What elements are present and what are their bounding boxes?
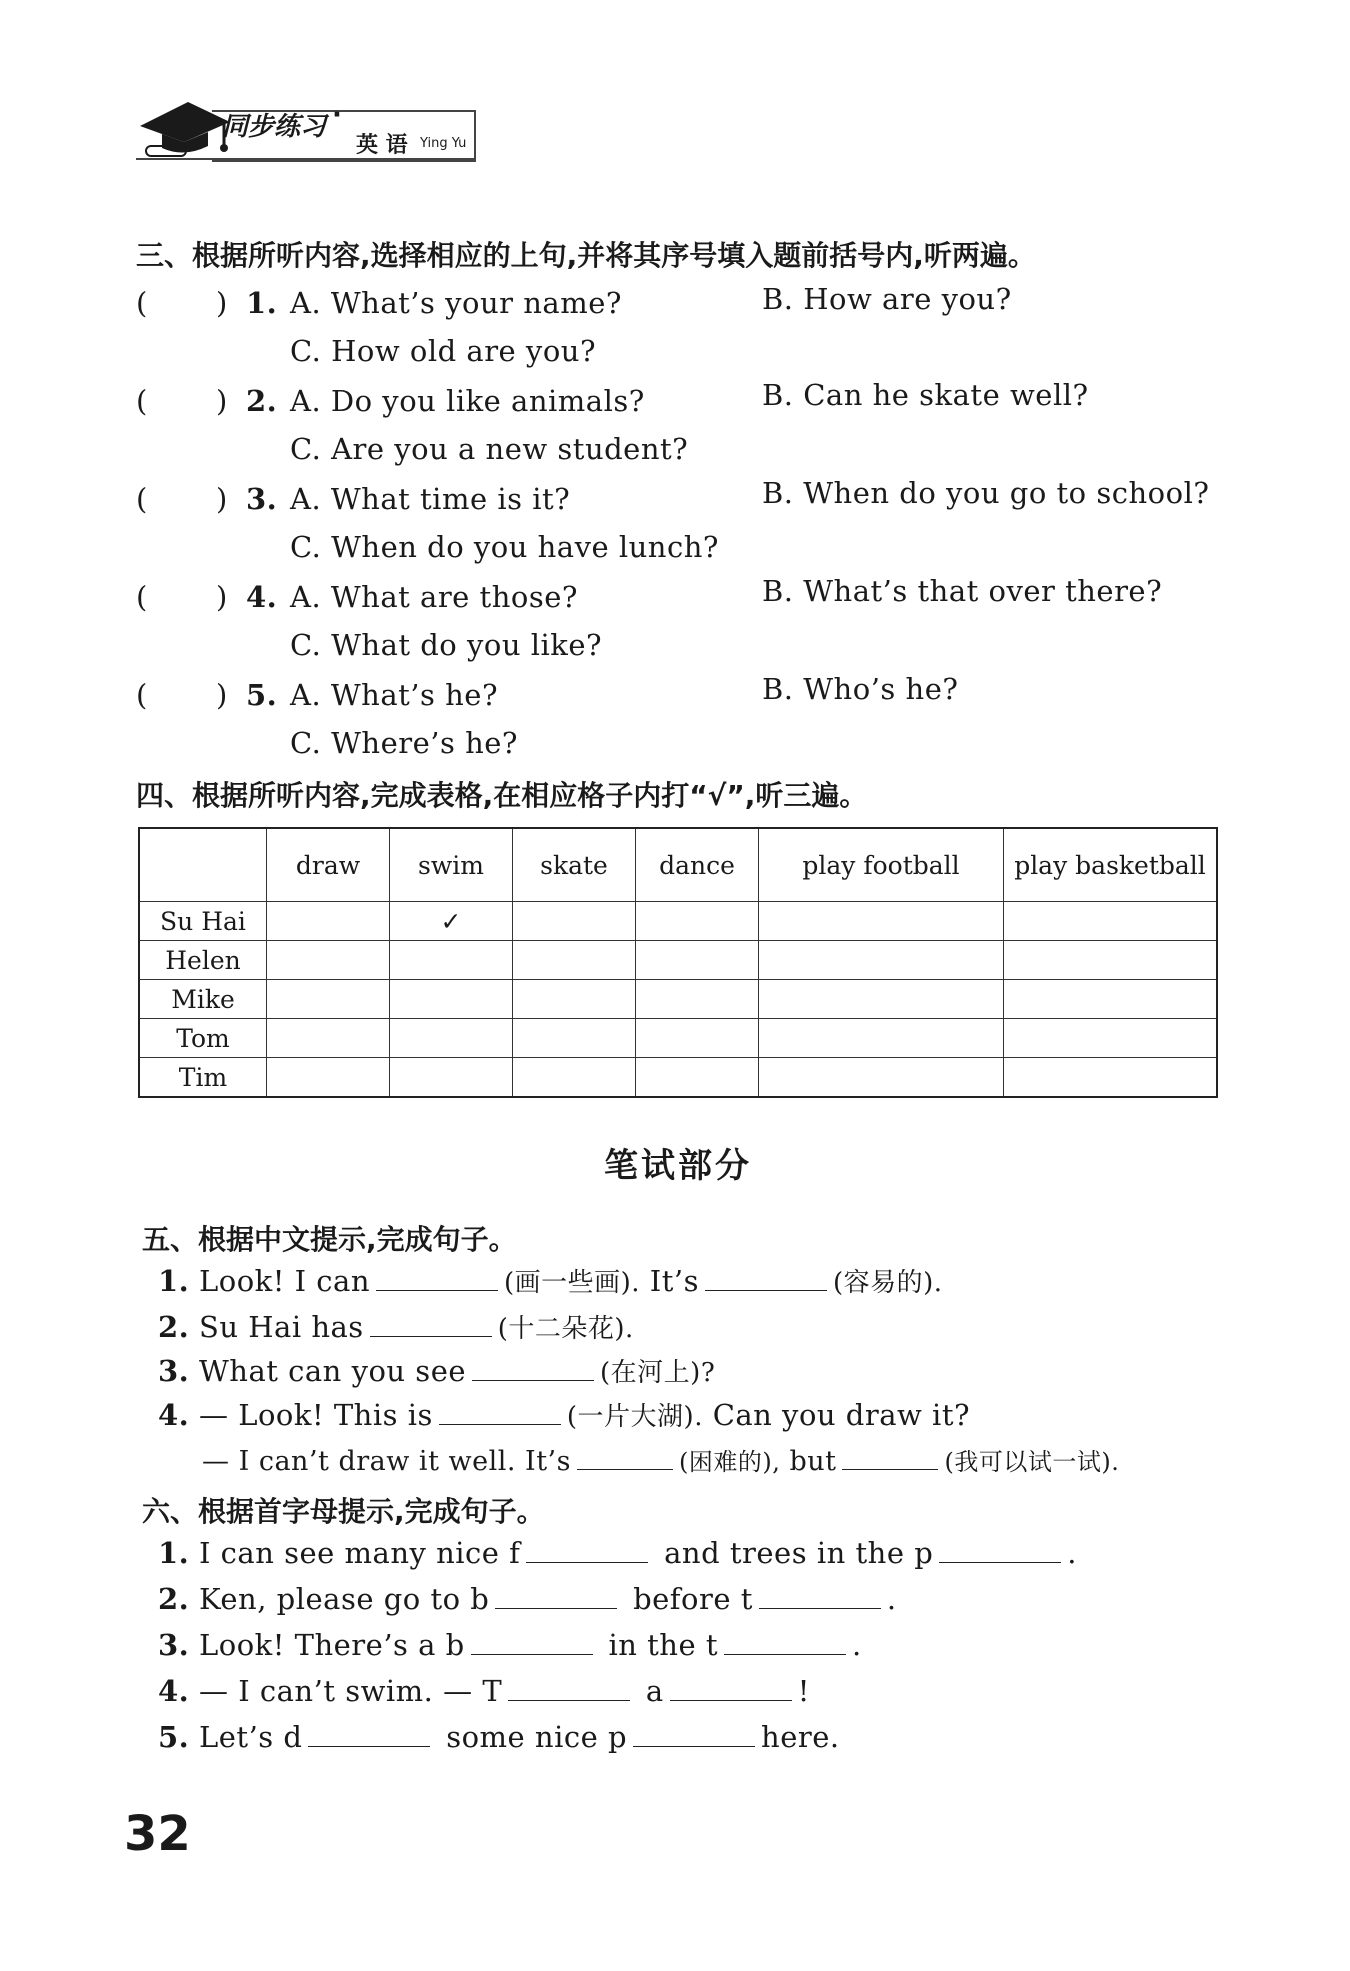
sentence-text: before t bbox=[633, 1582, 753, 1616]
table-cell[interactable] bbox=[390, 980, 513, 1019]
column-header-dance: dance bbox=[636, 828, 759, 902]
table-cell[interactable] bbox=[513, 980, 636, 1019]
column-header-play-football: play football bbox=[759, 828, 1004, 902]
sentence-text: — I can’t swim. — T bbox=[199, 1674, 503, 1708]
section6-instruction: 六、根据首字母提示,完成句子。 bbox=[142, 1495, 545, 1528]
table-corner-cell bbox=[139, 828, 267, 902]
answer-blank[interactable] bbox=[633, 1720, 755, 1747]
answer-blank[interactable] bbox=[439, 1398, 561, 1425]
row-name: Helen bbox=[139, 941, 267, 980]
table-cell[interactable] bbox=[1004, 1058, 1218, 1098]
sentence-end: here. bbox=[761, 1720, 840, 1754]
chinese-hint: (在河上)? bbox=[600, 1358, 716, 1388]
sentence-text: but bbox=[789, 1446, 837, 1477]
option-c: C. Are you a new student? bbox=[290, 432, 689, 466]
table-cell[interactable] bbox=[759, 1019, 1004, 1058]
answer-blank[interactable] bbox=[670, 1674, 792, 1701]
section5-line-1 bbox=[158, 1262, 943, 1299]
answer-blank[interactable] bbox=[472, 1354, 594, 1381]
sentence-text: I can see many nice f bbox=[199, 1536, 521, 1570]
question-number: 4. bbox=[246, 580, 278, 614]
section6-line-2 bbox=[158, 1582, 897, 1616]
written-part-title: 笔试部分 bbox=[604, 1146, 752, 1186]
chinese-hint: (我可以试一试). bbox=[944, 1448, 1120, 1476]
sentence-text: in the t bbox=[608, 1628, 718, 1662]
option-b: B. When do you go to school? bbox=[762, 476, 1210, 510]
table-cell[interactable] bbox=[759, 980, 1004, 1019]
item-number: 3. bbox=[158, 1354, 190, 1388]
sentence-text: and trees in the p bbox=[664, 1536, 934, 1570]
answer-blank[interactable] bbox=[577, 1443, 673, 1470]
table-cell[interactable] bbox=[390, 941, 513, 980]
table-cell[interactable] bbox=[267, 902, 390, 941]
table-cell[interactable] bbox=[513, 902, 636, 941]
item-number: 3. bbox=[158, 1628, 190, 1662]
column-header-skate: skate bbox=[513, 828, 636, 902]
table-row bbox=[139, 980, 1217, 1019]
answer-paren-open: ( bbox=[136, 580, 148, 614]
table-cell[interactable] bbox=[759, 1058, 1004, 1098]
section5-line-4 bbox=[158, 1396, 970, 1433]
table-cell[interactable] bbox=[1004, 941, 1218, 980]
answer-blank[interactable] bbox=[939, 1536, 1061, 1563]
item-number: 2. bbox=[158, 1582, 190, 1616]
section6-line-5 bbox=[158, 1720, 840, 1754]
answer-paren-close: ) bbox=[216, 482, 228, 516]
answer-blank[interactable] bbox=[724, 1628, 846, 1655]
sentence-end: . bbox=[852, 1628, 862, 1662]
section3-instruction: 三、根据所听内容,选择相应的上句,并将其序号填入题前括号内,听两遍。 bbox=[136, 239, 1036, 272]
table-cell[interactable] bbox=[1004, 1019, 1218, 1058]
answer-blank[interactable] bbox=[508, 1674, 630, 1701]
option-a: A. What are those? bbox=[290, 580, 578, 614]
answer-paren-open: ( bbox=[136, 286, 148, 320]
table-cell[interactable] bbox=[1004, 980, 1218, 1019]
sentence-text: Ken, please go to b bbox=[199, 1582, 490, 1616]
option-a: A. What time is it? bbox=[290, 482, 571, 516]
option-b: B. Who’s he? bbox=[762, 672, 959, 706]
option-a: A. Do you like animals? bbox=[290, 384, 645, 418]
table-cell[interactable] bbox=[267, 980, 390, 1019]
series-title: 同步练习 bbox=[222, 112, 327, 142]
item-number: 1. bbox=[158, 1536, 190, 1570]
sentence-end: ! bbox=[797, 1674, 810, 1708]
answer-blank[interactable] bbox=[308, 1720, 430, 1747]
item-number: 2. bbox=[158, 1310, 190, 1344]
row-name: Su Hai bbox=[139, 902, 267, 941]
sentence-text: some nice p bbox=[446, 1720, 628, 1754]
chinese-hint: (困难的), bbox=[678, 1448, 781, 1476]
question-number: 3. bbox=[246, 482, 278, 516]
answer-paren-close: ) bbox=[216, 384, 228, 418]
table-cell[interactable]: ✓ bbox=[390, 902, 513, 941]
answer-blank[interactable] bbox=[842, 1443, 938, 1470]
sentence-text: — I can’t draw it well. It’s bbox=[202, 1446, 571, 1477]
item-number: 4. bbox=[158, 1398, 190, 1432]
table-cell[interactable] bbox=[759, 941, 1004, 980]
sentence-text: What can you see bbox=[199, 1354, 467, 1388]
section6-line-1 bbox=[158, 1536, 1077, 1570]
section6-line-3 bbox=[158, 1628, 862, 1662]
column-header-swim: swim bbox=[390, 828, 513, 902]
section5-instruction: 五、根据中文提示,完成句子。 bbox=[142, 1223, 517, 1256]
section5-line-5 bbox=[202, 1442, 1119, 1477]
section6-line-4 bbox=[158, 1674, 810, 1708]
question-number: 5. bbox=[246, 678, 278, 712]
sentence-text: Look! I can bbox=[199, 1264, 371, 1298]
chinese-hint: (画一些画). bbox=[504, 1268, 641, 1298]
header-dot: · bbox=[332, 100, 342, 130]
question-number: 2. bbox=[246, 384, 278, 418]
table-cell[interactable] bbox=[513, 1019, 636, 1058]
answer-blank[interactable] bbox=[376, 1264, 498, 1291]
option-c: C. How old are you? bbox=[290, 334, 596, 368]
table-row bbox=[139, 1019, 1217, 1058]
table-cell[interactable] bbox=[513, 1058, 636, 1098]
sentence-text: Let’s d bbox=[199, 1720, 303, 1754]
table-cell[interactable] bbox=[390, 1058, 513, 1098]
sentence-text: Look! There’s a b bbox=[199, 1628, 465, 1662]
header-rule bbox=[136, 158, 476, 160]
answer-blank[interactable] bbox=[370, 1310, 492, 1337]
table-header-row bbox=[139, 828, 1217, 902]
item-number: 1. bbox=[158, 1264, 190, 1298]
table-cell[interactable] bbox=[1004, 902, 1218, 941]
sentence-text: Su Hai has bbox=[199, 1310, 364, 1344]
table-cell[interactable] bbox=[267, 1019, 390, 1058]
question-number: 1. bbox=[246, 286, 278, 320]
sentence-text: — Look! This is bbox=[199, 1398, 433, 1432]
row-name: Tom bbox=[139, 1019, 267, 1058]
sentence-end: . bbox=[886, 1582, 897, 1616]
chinese-hint: (十二朵花). bbox=[497, 1314, 634, 1344]
table-cell[interactable] bbox=[759, 902, 1004, 941]
answer-paren-open: ( bbox=[136, 678, 148, 712]
option-c: C. What do you like? bbox=[290, 628, 603, 662]
table-cell[interactable] bbox=[513, 941, 636, 980]
answer-blank[interactable] bbox=[471, 1628, 593, 1655]
column-header-draw: draw bbox=[267, 828, 390, 902]
answer-blank[interactable] bbox=[705, 1264, 827, 1291]
subject-label: 英 语 bbox=[356, 133, 408, 158]
option-b: B. How are you? bbox=[762, 282, 1012, 316]
table-cell[interactable] bbox=[267, 941, 390, 980]
chinese-hint: (容易的). bbox=[833, 1268, 943, 1298]
sentence-text: It’s bbox=[649, 1264, 700, 1298]
table-row bbox=[139, 941, 1217, 980]
row-name: Mike bbox=[139, 980, 267, 1019]
row-name: Tim bbox=[139, 1058, 267, 1098]
answer-paren-close: ) bbox=[216, 580, 228, 614]
table-cell[interactable] bbox=[636, 902, 759, 941]
table-cell[interactable] bbox=[636, 1019, 759, 1058]
table-cell[interactable] bbox=[636, 1058, 759, 1098]
option-c: C. When do you have lunch? bbox=[290, 530, 719, 564]
chinese-hint: (一片大湖). bbox=[566, 1402, 703, 1432]
section5-line-3 bbox=[158, 1352, 715, 1389]
subject-pinyin: Ying Yu bbox=[420, 136, 467, 151]
answer-paren-open: ( bbox=[136, 384, 148, 418]
table-cell[interactable] bbox=[267, 1058, 390, 1098]
item-number: 5. bbox=[158, 1720, 190, 1754]
table-cell[interactable] bbox=[636, 941, 759, 980]
sentence-end: . bbox=[1067, 1536, 1077, 1570]
page-number: 32 bbox=[124, 1806, 191, 1862]
answer-paren-close: ) bbox=[216, 678, 228, 712]
section5-line-2 bbox=[158, 1308, 634, 1345]
answer-paren-close: ) bbox=[216, 286, 228, 320]
table-cell[interactable] bbox=[636, 980, 759, 1019]
sentence-text: a bbox=[645, 1674, 664, 1708]
table-row bbox=[139, 902, 1217, 941]
answer-paren-open: ( bbox=[136, 482, 148, 516]
item-number: 4. bbox=[158, 1674, 190, 1708]
table-row bbox=[139, 1058, 1217, 1098]
option-b: B. What’s that over there? bbox=[762, 574, 1163, 608]
option-c: C. Where’s he? bbox=[290, 726, 518, 760]
option-a: A. What’s he? bbox=[290, 678, 499, 712]
table-cell[interactable] bbox=[390, 1019, 513, 1058]
answer-blank[interactable] bbox=[759, 1582, 881, 1609]
option-b: B. Can he skate well? bbox=[762, 378, 1089, 412]
sentence-text: Can you draw it? bbox=[712, 1398, 971, 1432]
answer-blank[interactable] bbox=[495, 1582, 617, 1609]
section4-instruction: 四、根据所听内容,完成表格,在相应格子内打“√”,听三遍。 bbox=[136, 779, 868, 812]
answer-blank[interactable] bbox=[526, 1536, 648, 1563]
option-a: A. What’s your name? bbox=[290, 286, 622, 320]
column-header-play-basketball: play basketball bbox=[1004, 828, 1218, 902]
ability-table bbox=[138, 827, 1218, 1098]
